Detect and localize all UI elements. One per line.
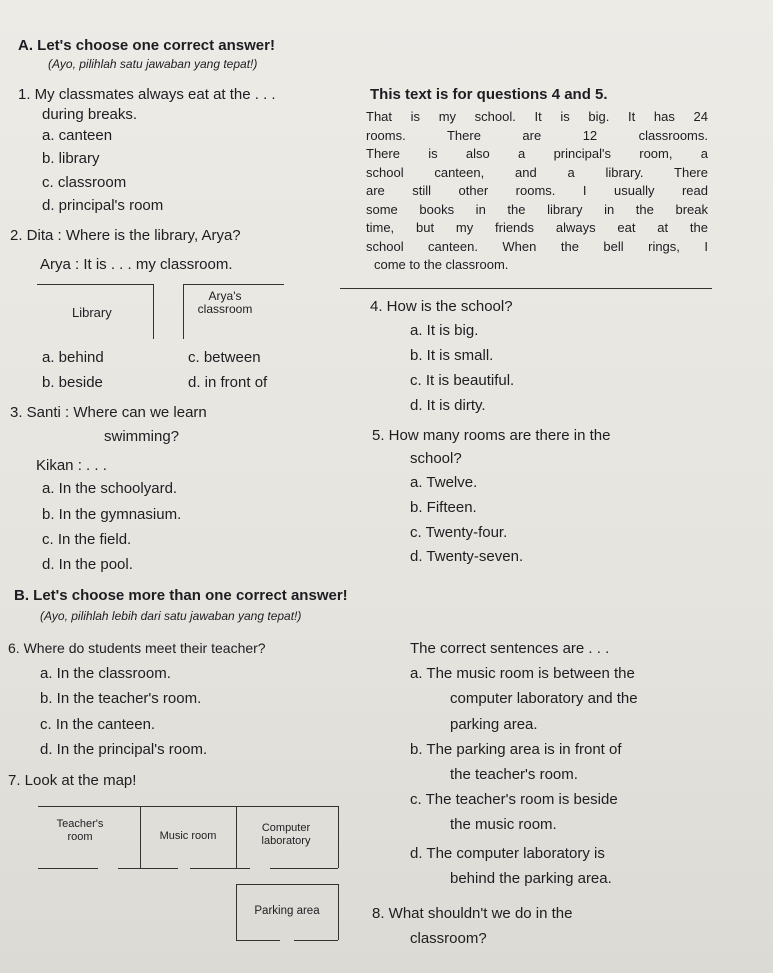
q3-option-b[interactable]: b. In the gymnasium. <box>42 506 182 523</box>
q3-option-a[interactable]: a. In the schoolyard. <box>42 480 178 497</box>
q6-option-a[interactable]: a. In the classroom. <box>40 665 171 682</box>
section-a-subtitle: (Ayo, pilihlah satu jawaban yang tepat!) <box>48 57 258 71</box>
parking-bottom-seg-2 <box>294 940 338 941</box>
q7-option-a-line1[interactable]: a. The music room is between the <box>410 665 635 682</box>
q2-option-a[interactable]: a. behind <box>42 349 104 366</box>
section-a-title: A. Let's choose one correct answer! <box>18 37 275 54</box>
q2-option-b[interactable]: b. beside <box>42 374 103 391</box>
q1-stem-line1: 1. My classmates always eat at the . . . <box>18 86 276 103</box>
teachers-room-label <box>40 818 120 844</box>
q5-stem-line1: 5. How many rooms are there in the <box>372 427 611 444</box>
map-bottom-seg-1 <box>38 868 98 869</box>
q7-option-a-line3: parking area. <box>450 716 538 733</box>
map-divider-1 <box>140 806 141 868</box>
passage-line-5: are still other rooms. I usually read <box>366 183 708 198</box>
teachers-room-line2: room <box>67 831 93 843</box>
passage-line-4: school canteen, and a library. There <box>366 164 708 180</box>
q8-stem-line1: 8. What shouldn't we do in the <box>372 905 573 922</box>
map-bottom-seg-4 <box>270 868 338 869</box>
parking-top-line <box>236 884 338 885</box>
q5-option-a[interactable]: a. Twelve. <box>410 474 478 491</box>
passage-line-9: come to the classroom. <box>374 257 509 272</box>
q4-option-c[interactable]: c. It is beautiful. <box>410 372 515 389</box>
map-bottom-seg-3 <box>190 868 250 869</box>
q7-option-b-line1[interactable]: b. The parking area is in front of <box>410 741 622 758</box>
q4-stem: 4. How is the school? <box>370 298 513 315</box>
q3-kikan-line: Kikan : . . . <box>36 457 107 474</box>
q1-option-c[interactable]: c. classroom <box>42 174 127 191</box>
q7-option-c-line2: the music room. <box>450 816 557 833</box>
q3-option-c[interactable]: c. In the field. <box>42 531 132 548</box>
q1-option-b[interactable]: b. library <box>42 150 100 167</box>
passage-line-1: That is my school. It is big. It has 24 <box>366 109 708 124</box>
q2-stem-line2: Arya : It is . . . my classroom. <box>40 256 233 273</box>
passage-line-7: time, but my friends always eat at the <box>366 220 708 235</box>
passage-text <box>366 108 708 275</box>
q7-option-d-line1[interactable]: d. The computer laboratory is <box>410 845 605 862</box>
passage-line-6: some books in the library in the break <box>366 201 708 217</box>
passage-line-3: There is also a principal's room, a <box>366 146 708 161</box>
q4-option-a[interactable]: a. It is big. <box>410 322 479 339</box>
map-bottom-seg-2 <box>118 868 178 869</box>
q2-stem-line1: 2. Dita : Where is the library, Arya? <box>10 227 241 244</box>
music-room-label: Music room <box>159 830 217 842</box>
arya-label-line2: classroom <box>197 302 253 316</box>
section-b-title: B. Let's choose more than one correct answer! <box>14 587 348 604</box>
q2-option-d[interactable]: d. in front of <box>188 374 268 391</box>
q7-option-a-line2: computer laboratory and the <box>450 690 638 707</box>
q7-option-d-line2: behind the parking area. <box>450 870 612 887</box>
parking-bottom-seg-1 <box>236 940 280 941</box>
passage-line-8: school canteen. When the bell rings, I <box>366 238 708 254</box>
q6-stem: 6. Where do students meet their teacher? <box>8 640 266 656</box>
map-right-edge <box>338 806 339 868</box>
map-top-line <box>38 806 338 807</box>
library-label: Library <box>72 305 112 320</box>
q6-option-b[interactable]: b. In the teacher's room. <box>40 690 202 707</box>
computer-lab-line1: Computer <box>261 822 311 834</box>
teachers-room-line1: Teacher's <box>56 818 104 830</box>
q6-option-c[interactable]: c. In the canteen. <box>40 716 156 733</box>
arya-classroom-label <box>190 290 260 316</box>
q2-option-c[interactable]: c. between <box>188 349 261 366</box>
q7-option-b-line2: the teacher's room. <box>450 766 578 783</box>
q5-option-c[interactable]: c. Twenty-four. <box>410 524 508 541</box>
q5-option-b[interactable]: b. Fifteen. <box>410 499 477 516</box>
q3-stem-line1: 3. Santi : Where can we learn <box>10 404 207 421</box>
q7-intro: The correct sentences are . . . <box>410 640 610 657</box>
q4-option-d[interactable]: d. It is dirty. <box>410 397 486 414</box>
q4-option-b[interactable]: b. It is small. <box>410 347 494 364</box>
computer-lab-label <box>238 822 334 848</box>
q1-option-a[interactable]: a. canteen <box>42 127 113 144</box>
q8-stem-line2: classroom? <box>410 930 487 947</box>
q5-stem-line2: school? <box>410 450 462 467</box>
section-b-subtitle: (Ayo, pilihlah lebih dari satu jawaban yang tepat!) <box>40 609 302 623</box>
q6-option-d[interactable]: d. In the principal's room. <box>40 741 208 758</box>
parking-area-label: Parking area <box>254 905 320 917</box>
q7-stem: 7. Look at the map! <box>8 772 137 789</box>
q3-option-d[interactable]: d. In the pool. <box>42 556 133 573</box>
passage-heading: This text is for questions 4 and 5. <box>370 86 608 103</box>
parking-left-edge <box>236 884 237 940</box>
q1-option-d[interactable]: d. principal's room <box>42 197 164 214</box>
q1-stem-line2: during breaks. <box>42 106 138 123</box>
passage-line-2: rooms. There are 12 classrooms. <box>366 127 708 143</box>
map-divider-2 <box>236 806 237 868</box>
arya-label-line1: Arya's <box>208 289 242 303</box>
computer-lab-line2: laboratory <box>261 835 311 847</box>
q5-option-d[interactable]: d. Twenty-seven. <box>410 548 524 565</box>
q7-option-c-line1[interactable]: c. The teacher's room is beside <box>410 791 618 808</box>
q3-stem-line2: swimming? <box>104 428 180 445</box>
passage-bottom-border <box>340 288 712 289</box>
parking-right-edge <box>338 884 339 940</box>
